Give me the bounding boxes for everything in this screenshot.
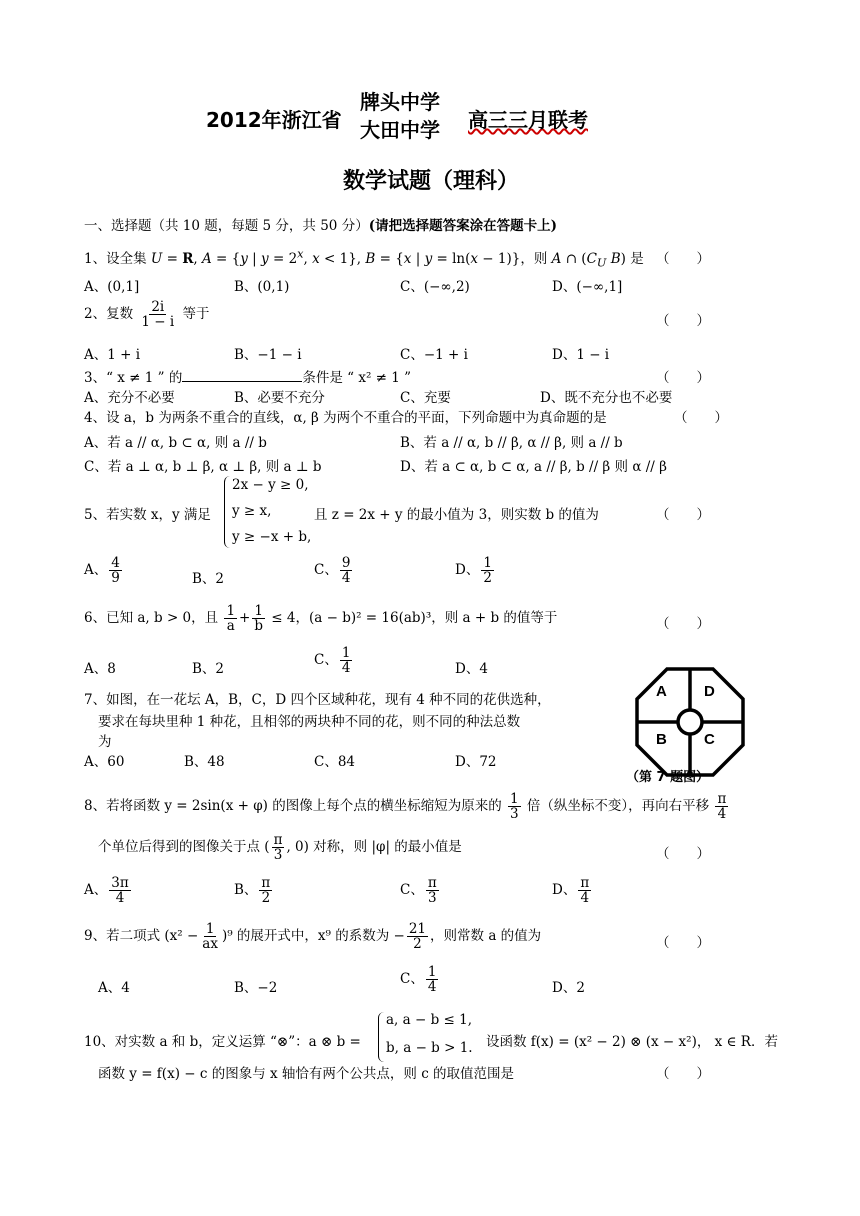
q8-opt-c-label: C、: [400, 882, 424, 899]
q5-opt-a-den: 9: [111, 570, 120, 587]
q9-f1-num: 1: [205, 921, 215, 937]
q8-opt-d-den: 4: [580, 890, 590, 907]
q8-opt-a-label: A、: [84, 882, 108, 899]
q4-stem: 4、设 a，b 为两条不重合的直线，α, β 为两个不重合的平面，下列命题中为真命题的是: [84, 410, 607, 426]
q9-answer-paren: （ ）: [656, 935, 710, 951]
q9-opt-c-den: 4: [427, 979, 437, 996]
q9-option-d: D、2: [552, 980, 585, 996]
q5-opt-d-label: D、: [455, 562, 480, 579]
q5-opt-d-den: 2: [483, 570, 492, 587]
q6-f2-den: b: [254, 618, 263, 635]
q9-opt-c-num: 1: [427, 964, 437, 980]
q6-text-b: ≤ 4，(a − b)² = 16(ab)³，则 a + b 的值等于: [271, 610, 558, 627]
q5-opt-d-num: 1: [483, 555, 492, 571]
q6-f2-num: 1: [254, 603, 263, 619]
q2-option-c: C、−1 + i: [400, 347, 468, 363]
q8-option-b: [234, 876, 274, 905]
q8-opt-b-label: B、: [234, 882, 258, 899]
q2-fraction: [139, 300, 176, 329]
q6-f1-den: a: [226, 618, 235, 635]
q8-f1-num: 1: [510, 791, 519, 807]
q9-frac-1: [200, 922, 220, 951]
q1-stem: [84, 247, 644, 270]
q8-opt-b-num: π: [261, 875, 271, 891]
q5-opt-d-frac: [481, 556, 494, 585]
q5-option-c: [314, 556, 354, 585]
q8-opt-c-frac: [426, 876, 439, 905]
q7-figure-caption: （第 7 题图）: [626, 770, 710, 785]
q6-option-a: A、8: [84, 661, 116, 677]
q7-option-d: D、72: [455, 754, 497, 770]
q5-sys-3: y ≥ −x + b,: [232, 529, 312, 545]
q8-option-c: [400, 876, 441, 905]
q5-brace: [224, 476, 231, 548]
q5-text-a: 5、若实数 x，y 满足: [84, 507, 211, 523]
q3-stem: [84, 366, 411, 386]
q3-text-a: 3、“ x ≠ 1 ” 的: [84, 370, 183, 386]
q7-option-a: A、60: [84, 754, 125, 770]
q3-option-c: C、充要: [400, 390, 451, 406]
q7-center-circle: [678, 710, 702, 734]
q5-opt-c-den: 4: [341, 570, 351, 587]
q8-line-1: [84, 792, 730, 821]
q4-option-c: C、若 a ⊥ α, b ⊥ β, α ⊥ β, 则 a ⊥ b: [84, 459, 322, 475]
q6-answer-paren: （ ）: [656, 616, 710, 632]
q8-opt-d-label: D、: [552, 882, 577, 899]
q9-f2-den: 2: [413, 936, 422, 953]
q1-text-a: 1、设全集: [84, 251, 147, 267]
q6-option-b: B、2: [192, 661, 225, 677]
q9-f2-num: 21: [408, 921, 427, 937]
q10-line-2: 函数 y = f(x) − c 的图象与 x 轴恰有两个公共点，则 c 的取值范围是: [98, 1066, 515, 1082]
q3-option-d: D、既不充分也不必要: [540, 390, 673, 406]
q6-stem: 6、已知 a, b > 0，且 $\frac{1}{a}$ + $\frac{1}{b}$ ≤ 4，(a − b)² = 16(ab)³，则 a + b 的值等于: [84, 603, 558, 635]
q2-answer-paren: （ ）: [656, 313, 710, 329]
q1-option-c: C、(−∞,2): [400, 279, 470, 295]
q7-option-b: B、48: [184, 754, 225, 770]
q4-option-a: A、若 a // α, b ⊂ α, 则 a // b: [84, 435, 267, 451]
q1-option-b: B、(0,1): [234, 279, 290, 295]
q8-opt-b-den: 2: [261, 890, 271, 907]
q7-line-2: 要求在每块里种 1 种花，且相邻的两块种不同的花，则不同的种法总数: [98, 714, 521, 730]
q5-option-d: [455, 556, 496, 585]
q7-label-c: C: [704, 731, 715, 748]
section-note: (请把选择题答案涂在答题卡上): [368, 218, 557, 234]
q7-flowerbed-figure: [634, 666, 746, 778]
q7-label-b: B: [656, 731, 667, 748]
q8-text-c: 个单位后得到的图像关于点 (: [98, 839, 270, 856]
q1-expr: A ∩ ($C_U$ B): [551, 251, 626, 270]
q2-option-d: D、1 − i: [552, 347, 610, 363]
q10-answer-paren: （ ）: [656, 1066, 710, 1082]
q8-opt-c-num: π: [427, 875, 437, 891]
q8-frac-2: [715, 792, 728, 821]
q9-frac-2: [407, 922, 428, 951]
q5-opt-a-frac: [109, 556, 122, 585]
q8-answer-paren: （ ）: [656, 846, 710, 862]
q8-text-b: 倍（纵坐标不变），再向右平移: [526, 798, 710, 815]
q8-frac-1: [508, 792, 521, 821]
title-year-province: 2012年浙江省: [206, 108, 342, 132]
q10-text-b: 设函数 f(x) = (x² − 2) ⊗ (x − x²)， x ∈ R．若: [486, 1034, 778, 1050]
q1-answer-paren: （ ）: [656, 251, 710, 267]
q6-opt-c-num: 1: [341, 645, 351, 661]
q9-f1-den: ax: [202, 936, 218, 953]
q6-f1-num: 1: [226, 603, 236, 619]
q8-f2-num: π: [717, 791, 727, 807]
q8-f2-den: 4: [717, 806, 727, 823]
q8-text-d: , 0) 对称，则 |φ| 的最小值是: [286, 839, 462, 856]
q3-option-a: A、充分不必要: [84, 390, 175, 406]
q8-option-d: [552, 876, 593, 905]
q1-text-b: ，则: [520, 251, 548, 267]
q7-label-d: D: [704, 683, 715, 700]
q7-label-a: A: [656, 683, 667, 700]
q9-stem: [84, 922, 541, 951]
q2-option-b: B、−1 − i: [234, 347, 302, 363]
q1-sets: U = R, A = {y | $y = 2^x$, x < 1}, B = {x | y = ln(x − 1)}: [150, 247, 521, 267]
q5-opt-a-num: 4: [111, 555, 120, 571]
subject-title: 数学试题（理科）: [343, 169, 520, 194]
q1-option-a: A、(0,1]: [84, 279, 140, 295]
q8-opt-a-den: 4: [115, 890, 125, 907]
q9-opt-c-label: C、: [400, 971, 424, 988]
q10-text-a: 10、对实数 a 和 b，定义运算 “⊗”：a ⊗ b =: [84, 1034, 361, 1050]
section-intro: [84, 214, 557, 234]
q2-text-b: 等于: [182, 306, 210, 323]
q6-frac-1: [224, 604, 237, 633]
q7-option-c: C、84: [314, 754, 356, 770]
q4-option-d: D、若 a ⊂ α, b ⊂ α, a // β, b // β 则 α // β: [400, 459, 667, 475]
q1-option-d: D、(−∞,1]: [552, 279, 623, 295]
q5-opt-c-label: C、: [314, 562, 338, 579]
section-intro-text: 一、选择题（共 10 题，每题 5 分，共 50 分）: [84, 218, 369, 234]
q7-line-1: 7、如图，在一花坛 A，B，C，D 四个区域种花，现有 4 种不同的花供选种，: [84, 692, 551, 708]
q9-opt-c-frac: [426, 965, 439, 994]
q8-line-2: [98, 833, 462, 862]
q6-opt-c-label: C、: [314, 652, 338, 669]
q5-answer-paren: （ ）: [656, 507, 710, 523]
q2-option-a: A、1 + i: [84, 347, 141, 363]
q8-opt-b-frac: [259, 876, 272, 905]
q3-text-b: 条件是 “ x² ≠ 1 ”: [302, 370, 412, 386]
q1-text-c: 是: [630, 251, 644, 267]
q10-brace: [378, 1012, 385, 1062]
q2-text-a: 2、复数: [84, 306, 134, 323]
q8-opt-d-num: π: [580, 875, 590, 891]
q6-option-c: [314, 646, 354, 675]
q5-opt-a-label: A、: [84, 562, 108, 579]
q4-option-b: B、若 a // α, b // β, α // β, 则 a // b: [400, 435, 623, 451]
q9-text-c: ，则常数 a 的值为: [430, 928, 542, 945]
q6-opt-c-frac: [340, 646, 353, 675]
q8-f3-num: π: [273, 832, 283, 848]
q5-sys-2: y ≥ x,: [232, 503, 272, 519]
q5-opt-c-num: 9: [341, 555, 351, 571]
q10-case-2: b, a − b > 1.: [386, 1040, 473, 1056]
q6-text-a: 6、已知 a, b > 0，且: [84, 610, 219, 627]
q4-answer-paren: （ ）: [674, 410, 728, 426]
q8-opt-c-den: 3: [427, 890, 437, 907]
q5-opt-c-frac: [340, 556, 353, 585]
q8-f1-den: 3: [510, 806, 519, 823]
q5-text-b: 且 z = 2x + y 的最小值为 3，则实数 b 的值为: [314, 507, 599, 523]
q6-opt-c-den: 4: [341, 660, 351, 677]
q5-sys-1: 2x − y ≥ 0,: [232, 477, 309, 493]
q6-option-d: D、4: [455, 661, 488, 677]
q2-stem: [84, 300, 210, 329]
q8-opt-a-num: 3π: [111, 875, 129, 891]
q9-text-a: 9、若二项式 (x² −: [84, 928, 199, 945]
q8-f3-den: 3: [273, 847, 283, 864]
q9-option-b: B、−2: [234, 980, 278, 996]
q3-answer-paren: （ ）: [656, 370, 710, 386]
q8-opt-d-frac: [578, 876, 591, 905]
q8-text-a: 8、若将函数 y = 2sin(x + φ) 的图像上每个点的横坐标缩短为原来的: [84, 798, 502, 815]
q8-opt-a-frac: [109, 876, 130, 905]
q2-den: 1 − i: [141, 314, 175, 331]
title-school-1: 牌头中学: [360, 90, 440, 114]
q8-frac-3: [272, 833, 285, 862]
q7-line-3: 为: [98, 734, 112, 750]
q10-case-1: a, a − b ≤ 1,: [386, 1012, 472, 1028]
q9-option-c: [400, 965, 440, 994]
q6-frac-2: [252, 604, 265, 633]
q5-option-b: B、2: [192, 571, 225, 587]
q5-option-a: [84, 556, 124, 585]
title-school-2: 大田中学: [360, 118, 440, 142]
q9-option-a: A、4: [98, 980, 130, 996]
q9-text-b: )⁹ 的展开式中，x⁹ 的系数为 −: [221, 928, 405, 945]
q3-option-b: B、必要不充分: [234, 390, 325, 406]
title-exam: 高三三月联考: [468, 108, 588, 132]
q8-option-a: [84, 876, 133, 905]
q3-blank: [182, 369, 302, 382]
q2-num: 2i: [151, 299, 165, 315]
